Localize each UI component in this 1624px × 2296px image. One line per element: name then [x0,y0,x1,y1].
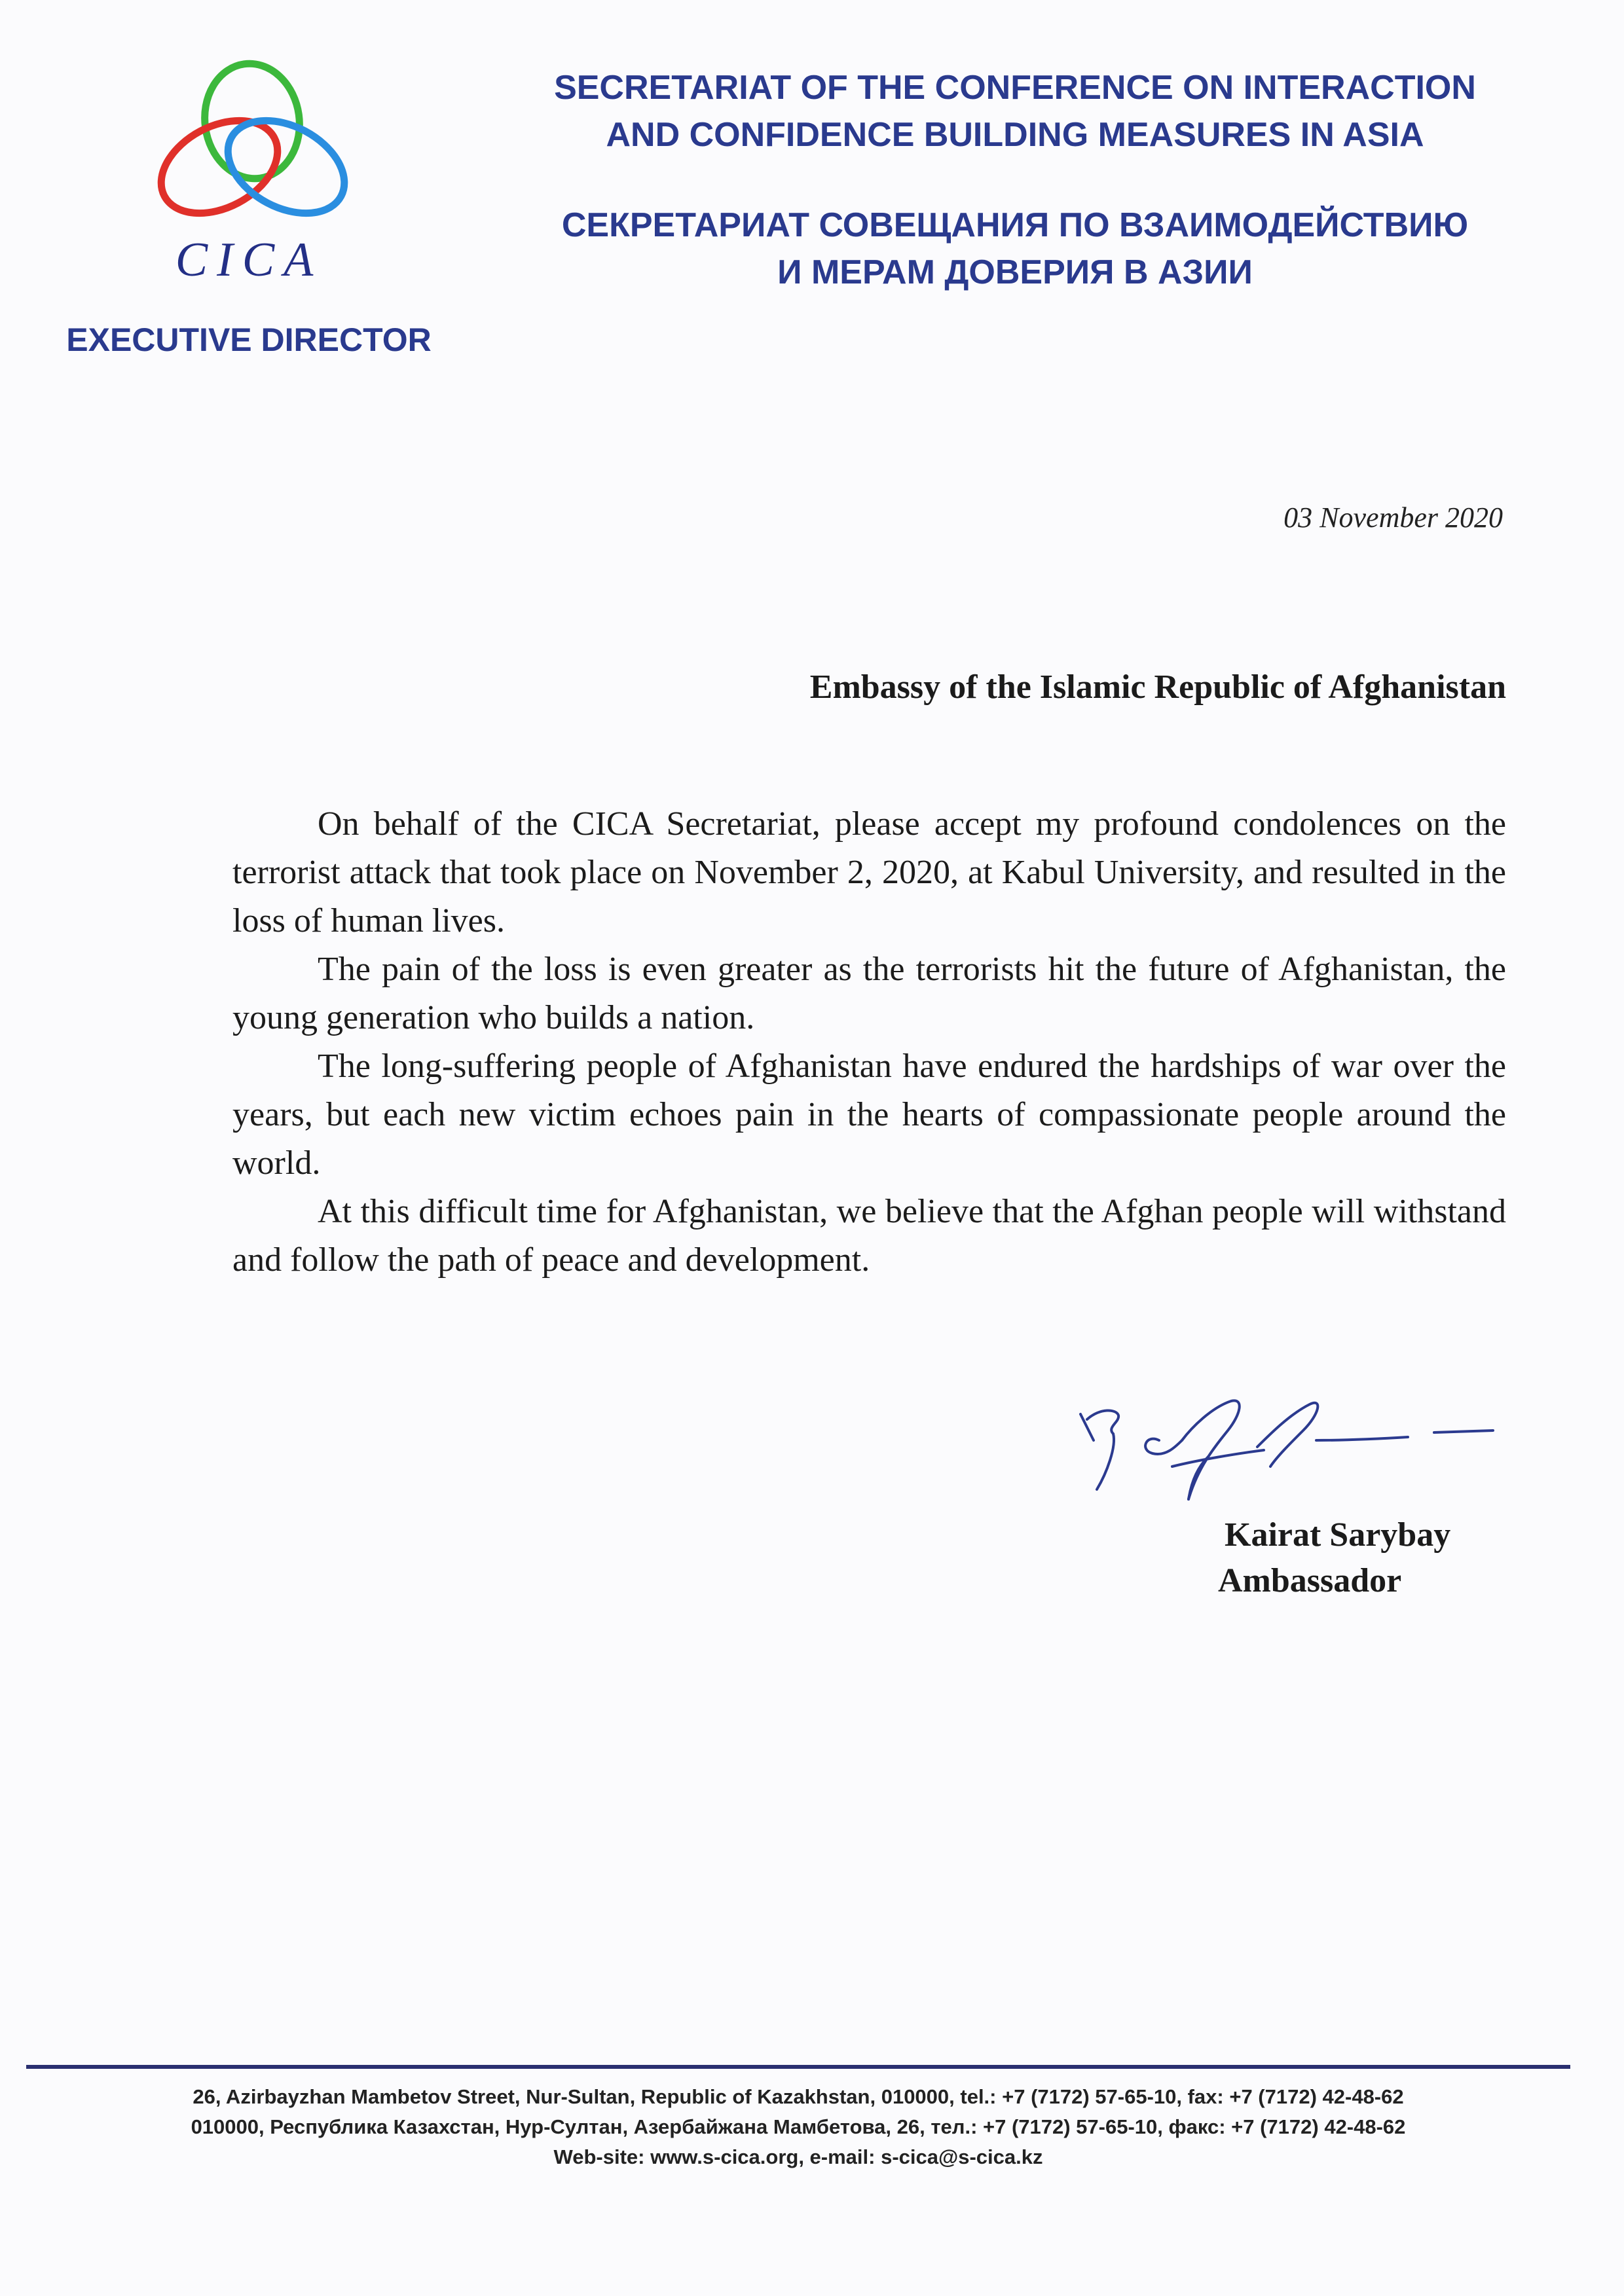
executive-director-label: EXECUTIVE DIRECTOR [66,321,432,358]
heading-english [419,64,1611,158]
body-paragraph: On behalf of the CICA Secretariat, please accept my profound condolences on the terrorist attack that took place on November 2, 2020, at Kabul University, and resulted in the loss of human lives. [232,805,1506,939]
heading-russian-line-1: СЕКРЕТАРИАТ СОВЕЩАНИЯ ПО ВЗАИМОДЕЙСТВИЮ [561,206,1469,244]
footer-address-russian: 010000, Республика Казахстан, Нур-Султан, Азербайжана Мамбетова, 26, тел.: +7 (7172) 57-65-10, факс: +7 (7172) 42-48-62 [191,2115,1406,2138]
signer-title: Ambassador [1218,1562,1402,1599]
body-paragraph: At this difficult time for Afghanistan, we believe that the Afghan people will withstand and follow the path of peace and development. [232,1193,1506,1279]
handwritten-signature [1067,1368,1506,1512]
letter-body [232,800,1506,1285]
footer-contacts [26,2082,1570,2172]
signer-name: Kairat Sarybay [1225,1516,1451,1554]
letter-addressee: Embassy of the Islamic Republic of Afghanistan [809,668,1506,706]
heading-russian [419,202,1611,296]
body-paragraph: The long-suffering people of Afghanistan have endured the hardships of war over the years, but each new victim echoes pain in the hearts of compassionate people around the world. [232,1048,1506,1182]
signer-block [1218,1512,1451,1604]
footer-address-english: 26, Azirbayzhan Mambetov Street, Nur-Sultan, Republic of Kazakhstan, 010000, tel.: +7 (7172) 57-65-10, fax: +7 (7172) 42-48-62 [193,2085,1404,2108]
cica-logo [147,59,357,229]
footer-divider [26,2065,1570,2069]
footer-web-email: Web-site: www.s-cica.org, e-mail: s-cica@s-cica.kz [553,2145,1043,2168]
logo-text: CICA [175,233,323,287]
letter-date: 03 November 2020 [1283,501,1503,534]
heading-english-line-2: AND CONFIDENCE BUILDING MEASURES IN ASIA [606,116,1424,154]
body-paragraph: The pain of the loss is even greater as the terrorists hit the future of Afghanistan, the young generation who builds a nation. [232,951,1506,1036]
heading-english-line-1: SECRETARIAT OF THE CONFERENCE ON INTERACTION [554,69,1476,107]
heading-russian-line-2: И МЕРАМ ДОВЕРИЯ В АЗИИ [777,253,1253,291]
